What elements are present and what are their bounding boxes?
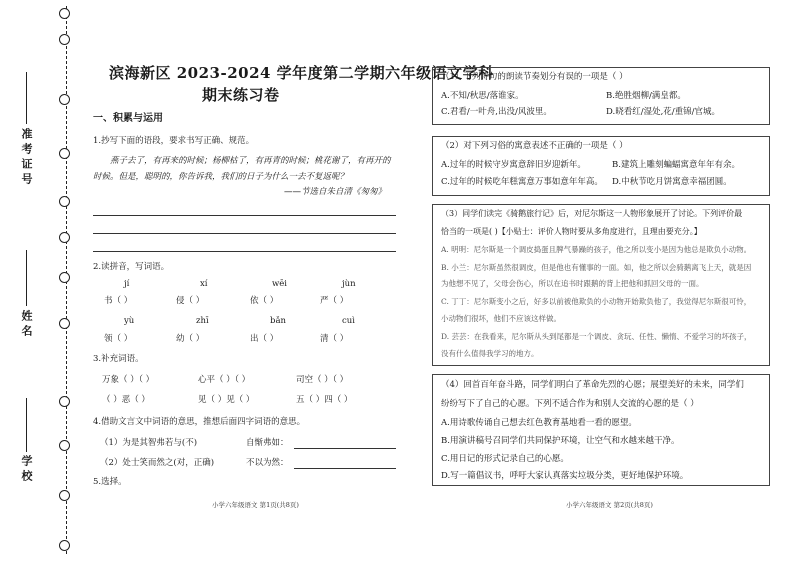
q5-3-prompt-cont: 恰当的一项是( )【小贴士：评价人物时要从多角度进行，且理由要充分。】 — [441, 227, 702, 236]
q5-prompt: 5.选择。 — [93, 477, 127, 487]
q5-3-option-c-cont: 小动物们很坏，他们不应该这样做。 — [441, 314, 561, 323]
exam-title: 滨海新区 2023-2024 学年度第二学期六年级语文学科 — [109, 64, 494, 82]
q5-4-prompt: （4）回首百年奋斗路，同学们明白了革命先烈的心愿；展望美好的未来，同学们 — [441, 380, 744, 390]
q3-blank[interactable]: （ ）恶（ ） — [102, 395, 150, 405]
q3-blank[interactable]: 心平（ ）（ ） — [198, 375, 251, 385]
q5-3-option-b[interactable]: B. 小兰：尼尔斯虽然很调皮，但是他也有懂事的一面。如，他之所以会骑鹅离飞上天，就是因 — [441, 263, 752, 272]
q2-blank[interactable]: 清（ ） — [320, 334, 349, 344]
q5-1-option-d[interactable]: D.晓看红/湿处,花/重锦/官城。 — [606, 107, 721, 117]
exam-subtitle: 期末练习卷 — [202, 86, 280, 104]
q4-item2-source: （2）处士笑而然之(对，正确) — [100, 458, 215, 468]
q5-2-option-b[interactable]: B.建筑上雕刻蝙蝠寓意年年有余。 — [612, 160, 740, 170]
q3-blank[interactable]: 见（ ）见（ ） — [198, 395, 255, 405]
q5-1-option-a[interactable]: A.不知/秋思/落谁家。 — [441, 91, 524, 101]
q2-blank[interactable]: 依（ ） — [250, 296, 279, 306]
q2-blank[interactable]: 幼（ ） — [176, 334, 205, 344]
q3-blank[interactable]: 五（ ）四（ ） — [296, 395, 353, 405]
q1-prompt: 1.抄写下面的语段，要求书写正确、规范。 — [93, 136, 255, 146]
q5-4-option-c[interactable]: C.用日记的形式记录自己的心愿。 — [441, 454, 569, 464]
binding-hole — [59, 196, 70, 207]
binding-hole — [59, 318, 70, 329]
q4-prompt: 4.借助文言文中词语的意思，推想后面四字词语的意思。 — [93, 417, 306, 427]
q1-passage-line2: 时候。但是，聪明的，你告诉我，我们的日子为什么一去不复返呢？ — [93, 172, 349, 182]
binding-hole — [59, 272, 70, 283]
q5-4-option-a[interactable]: A.用诗歌传诵自己想去红色教育基地看一看的愿望。 — [441, 418, 637, 428]
q5-4-option-d[interactable]: D.写一篇倡议书，呼吁大家认真落实垃圾分类，更好地保护环境。 — [441, 471, 689, 481]
q4-item2-answer[interactable] — [294, 468, 396, 469]
q5-3-option-d-cont: 没有什么值得我学习的地方。 — [441, 349, 539, 358]
section-heading: 一、积累与运用 — [93, 113, 163, 124]
name-line[interactable] — [26, 250, 27, 306]
binding-hole — [59, 396, 70, 407]
q3-prompt: 3.补充词语。 — [93, 354, 144, 364]
q5-4-prompt-cont: 纷纷写下了自己的心愿。下列不适合作为和别人交流的心愿的是（ ） — [441, 399, 699, 409]
question-box — [432, 374, 770, 486]
q2-pinyin: wēi — [272, 279, 288, 289]
q5-1-prompt: （1）下列诗句的朗读节奏划分有误的一项是（ ） — [441, 72, 628, 82]
q2-pinyin: yù — [124, 316, 135, 326]
q2-pinyin: jùn — [342, 279, 356, 289]
q5-2-prompt: （2）对下列习俗的寓意表述不正确的一项是（ ） — [441, 141, 628, 151]
q1-source: ——节选自朱自清《匆匆》 — [284, 187, 387, 197]
q2-prompt: 2.读拼音，写词语。 — [93, 262, 170, 272]
q2-pinyin: zhī — [196, 316, 209, 326]
binding-hole — [59, 232, 70, 243]
q5-4-option-b[interactable]: B.用演讲稿号召同学们共同保护环境，让空气和水越来越干净。 — [441, 436, 680, 446]
q3-blank[interactable]: 司空（ ）（ ） — [296, 375, 349, 385]
q2-blank[interactable]: 领（ ） — [104, 334, 133, 344]
school-line[interactable] — [26, 398, 27, 452]
q3-blank[interactable]: 万象（ ）（ ） — [102, 375, 155, 385]
q5-3-prompt: （3）同学们读完《骑鹅旅行记》后，对尼尔斯这一人物形象展开了讨论。下列评价最 — [441, 209, 743, 218]
page-footer-left: 小学六年级语文 第1页(共8页) — [212, 501, 299, 509]
binding-hole — [59, 148, 70, 159]
page-footer-right: 小学六年级语文 第2页(共8页) — [566, 501, 653, 509]
name-label: 姓名 — [20, 310, 33, 340]
binding-hole — [59, 440, 70, 451]
q5-3-option-d[interactable]: D. 芸芸：在我看来，尼尔斯从头到尾都是一个调皮、贪玩、任性、懒惰、不爱学习的坏孩子， — [441, 332, 752, 341]
q5-3-option-b-cont: 为他想不见了，父母会伤心，所以在追书时跟鹅的背上把他和抓回父母的一面。 — [441, 279, 704, 288]
q5-1-option-c[interactable]: C.君看/一叶舟,出没/风波里。 — [441, 107, 552, 117]
q5-3-option-c[interactable]: C. 丁丁：尼尔斯变小之后，好多以前被他欺负的小动物开始欺负他了，我觉得尼尔斯很可怜， — [441, 297, 752, 306]
q1-passage-line1: 燕子去了，有再来的时候；杨柳枯了，有再青的时候；桃花谢了，有再开的 — [110, 156, 391, 166]
admission-number-label: 准考证号 — [20, 128, 33, 188]
q2-pinyin: xí — [200, 279, 208, 289]
q2-blank[interactable]: 严（ ） — [320, 296, 349, 306]
q1-answer-line-2[interactable] — [93, 233, 396, 234]
q2-blank[interactable]: 出（ ） — [250, 334, 279, 344]
q2-pinyin: jí — [124, 279, 130, 289]
q5-2-option-d[interactable]: D.中秋节吃月饼寓意幸福团圆。 — [612, 177, 732, 187]
binding-hole — [59, 540, 70, 551]
binding-hole — [59, 490, 70, 501]
q5-2-option-c[interactable]: C.过年的时候吃年糕寓意万事如意年年高。 — [441, 177, 603, 187]
q5-3-option-a[interactable]: A. 明明：尼尔斯是一个调皮捣蛋且脾气暴躁的孩子，他之所以变小是因为他总是欺负小动物。 — [441, 245, 752, 254]
q4-item1-word: 自惭弗如： — [246, 438, 289, 448]
q1-answer-line-1[interactable] — [93, 215, 396, 216]
q5-1-option-b[interactable]: B.绝胜烟柳/满皇都。 — [606, 91, 686, 101]
q4-item1-source: （1）为是其智弗若与(不) — [100, 438, 198, 448]
binding-hole — [59, 94, 70, 105]
q4-item1-answer[interactable] — [294, 448, 396, 449]
q5-2-option-a[interactable]: A.过年的时候守岁寓意辞旧岁迎新年。 — [441, 160, 586, 170]
binding-hole — [59, 8, 70, 19]
q2-pinyin: bǎn — [270, 316, 286, 326]
q4-item2-word: 不以为然： — [246, 458, 289, 468]
school-label: 学校 — [20, 455, 33, 485]
q2-blank[interactable]: 侵（ ） — [176, 296, 205, 306]
q1-answer-line-3[interactable] — [93, 251, 396, 252]
q2-pinyin: cuì — [342, 316, 355, 326]
binding-hole — [59, 34, 70, 45]
q2-blank[interactable]: 书（ ） — [104, 296, 133, 306]
admission-number-line[interactable] — [26, 72, 27, 124]
